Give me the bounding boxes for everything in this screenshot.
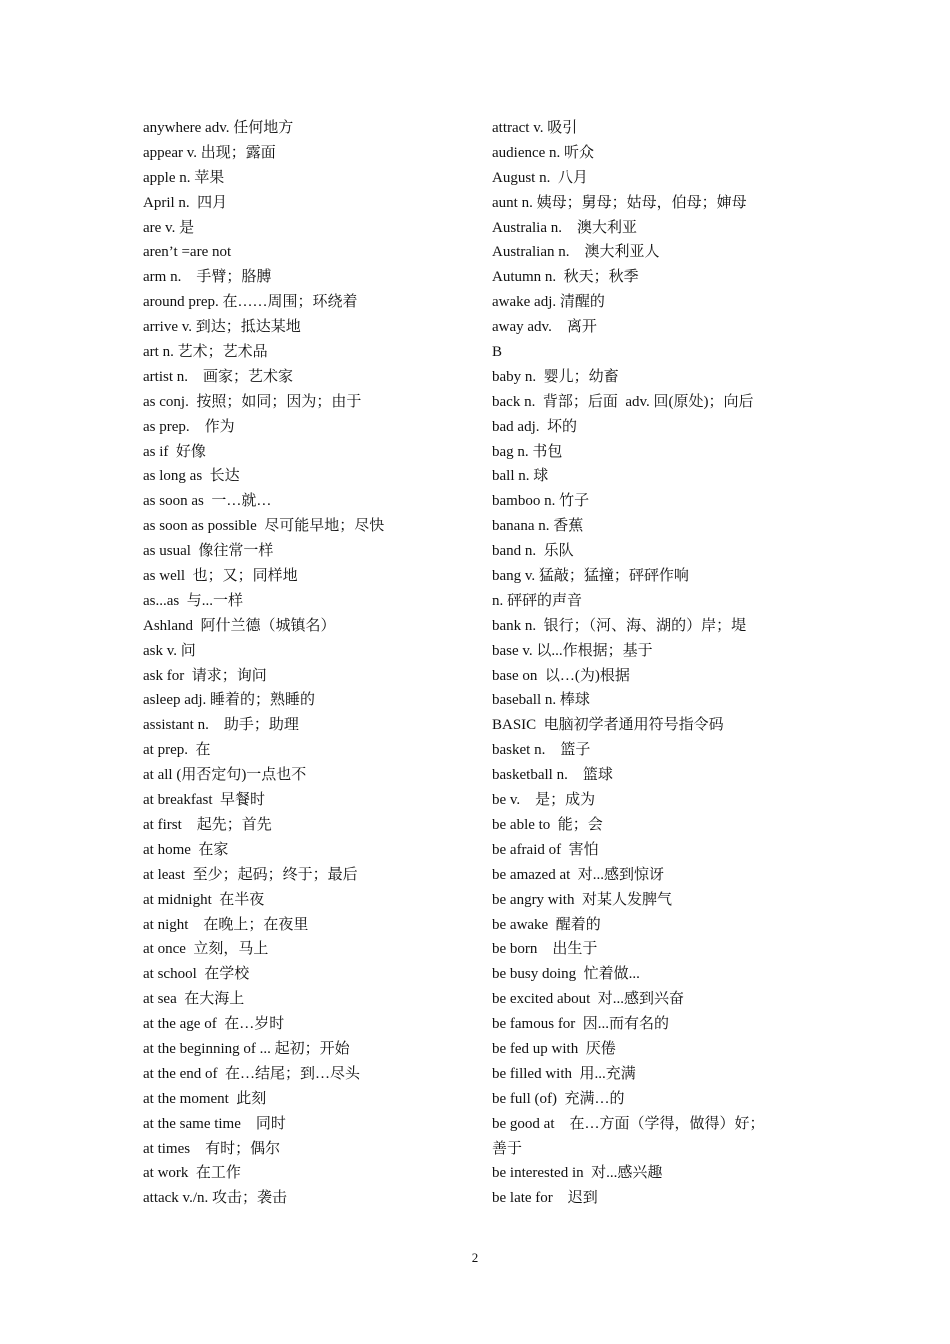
vocab-entry: bang v. 猛敲；猛撞；砰砰作响 <box>492 568 689 585</box>
vocab-entry: n. 砰砰的声音 <box>492 592 583 609</box>
left-column <box>143 116 473 1211</box>
vocab-entry: at school 在学校 <box>143 966 250 983</box>
vocab-entry: be afraid of 害怕 <box>492 841 599 858</box>
vocab-entry: be v. 是；成为 <box>492 792 596 809</box>
vocab-entry: bamboo n. 竹子 <box>492 493 590 510</box>
vocab-entry: audience n. 听众 <box>492 144 595 161</box>
vocab-entry: Autumn n. 秋天；秋季 <box>492 269 639 286</box>
vocab-entry: be amazed at 对...感到惊讶 <box>492 866 665 883</box>
vocab-entry: arm n. 手臂；胳膊 <box>143 269 272 286</box>
vocab-entry: be fed up with 厌倦 <box>492 1040 616 1057</box>
vocab-entry: be famous for 因...而有名的 <box>492 1016 670 1033</box>
vocab-entry: Ashland 阿什兰德（城镇名） <box>143 617 336 634</box>
vocab-entry: ask v. 问 <box>143 642 196 659</box>
vocab-entry: as prep. 作为 <box>143 418 235 435</box>
vocab-entry: be able to 能；会 <box>492 816 603 833</box>
vocab-entry: be angry with 对某人发脾气 <box>492 891 672 908</box>
vocab-entry: aren’t =are not <box>143 244 232 261</box>
vocab-entry: at work 在工作 <box>143 1165 241 1182</box>
vocab-entry: attract v. 吸引 <box>492 120 578 136</box>
vocab-entry: at night 在晚上；在夜里 <box>143 916 309 933</box>
vocab-entry: at sea 在大海上 <box>143 991 245 1008</box>
vocab-entry: at midnight 在半夜 <box>143 891 265 908</box>
vocab-entry: be born 出生于 <box>492 941 598 958</box>
vocab-entry: base on 以…(为)根据 <box>492 667 630 684</box>
vocab-entry: banana n. 香蕉 <box>492 518 584 535</box>
vocab-entry: as long as 长达 <box>143 468 240 485</box>
vocab-entry: as...as 与...一样 <box>143 592 243 609</box>
vocab-entry: 善于 <box>492 1140 523 1157</box>
vocab-entry: at the beginning of ... 起初；开始 <box>143 1040 350 1057</box>
vocab-entry: as soon as possible 尽可能早地；尽快 <box>143 518 385 535</box>
vocab-entry: at once 立刻，马上 <box>143 941 269 958</box>
vocab-entry: at least 至少；起码；终于；最后 <box>143 866 358 883</box>
vocab-entry: at all (用否定句)一点也不 <box>143 767 307 784</box>
vocab-entry: anywhere adv. 任何地方 <box>143 120 294 136</box>
vocab-entry: are v. 是 <box>143 219 195 236</box>
vocab-entry: appear v. 出现；露面 <box>143 144 276 161</box>
vocab-entry: at first 起先；首先 <box>143 816 272 833</box>
vocab-entry: be full (of) 充满…的 <box>492 1090 625 1107</box>
vocab-entry: bag n. 书包 <box>492 443 563 460</box>
vocab-entry: at prep. 在 <box>143 742 211 759</box>
vocab-entry: away adv. 离开 <box>492 319 597 336</box>
vocab-entry: B <box>492 344 503 361</box>
vocab-entry: art n. 艺术；艺术品 <box>143 344 268 361</box>
vocab-entry: back n. 背部；后面 adv. 回(原处)；向后 <box>492 393 754 410</box>
vocab-entry: at times 有时；偶尔 <box>143 1140 281 1157</box>
vocab-entry: artist n. 画家；艺术家 <box>143 368 293 385</box>
vocab-entry: be interested in 对...感兴趣 <box>492 1165 663 1182</box>
vocab-entry: be busy doing 忙着做... <box>492 966 640 983</box>
right-column <box>492 116 812 1211</box>
page-number: 2 <box>471 1250 479 1265</box>
vocab-entry: Australian n. 澳大利亚人 <box>492 244 660 261</box>
vocab-entry: at breakfast 早餐时 <box>143 792 266 809</box>
vocab-entry: band n. 乐队 <box>492 543 574 560</box>
vocab-entry: bad adj. 坏的 <box>492 418 577 435</box>
vocab-entry: basket n. 篮子 <box>492 742 591 759</box>
vocab-entry: August n. 八月 <box>492 169 588 186</box>
vocab-entry: BASIC 电脑初学者通用符号指令码 <box>492 717 724 734</box>
vocab-entry: at the end of 在…结尾；到…尽头 <box>143 1065 361 1082</box>
vocab-entry: be awake 醒着的 <box>492 916 601 933</box>
vocab-entry: as if 好像 <box>143 443 206 460</box>
vocab-entry: be late for 迟到 <box>492 1190 598 1207</box>
vocab-entry: be good at 在…方面（学得，做得）好； <box>492 1115 765 1132</box>
vocab-entry: be filled with 用...充满 <box>492 1065 636 1082</box>
vocab-entry: April n. 四月 <box>143 194 228 211</box>
vocab-entry: ball n. 球 <box>492 468 549 485</box>
vocab-entry: as well 也；又；同样地 <box>143 568 298 585</box>
vocab-entry: as soon as 一…就… <box>143 493 272 510</box>
vocab-entry: baseball n. 棒球 <box>492 692 590 709</box>
vocab-entry: be excited about 对...感到兴奋 <box>492 991 685 1008</box>
vocab-entry: Australia n. 澳大利亚 <box>492 219 637 236</box>
vocab-entry: as conj. 按照；如同；因为；由于 <box>143 393 362 410</box>
vocab-entry: ask for 请求；询问 <box>143 667 267 684</box>
vocab-entry: asleep adj. 睡着的；熟睡的 <box>143 692 316 709</box>
vocab-entry: apple n. 苹果 <box>143 169 225 186</box>
vocab-entry: awake adj. 清醒的 <box>492 294 605 311</box>
vocab-entry: around prep. 在……周围；环绕着 <box>143 294 358 311</box>
vocab-entry: baby n. 婴儿；幼畜 <box>492 368 619 385</box>
vocab-entry: assistant n. 助手；助理 <box>143 717 299 734</box>
vocab-entry: base v. 以...作根据；基于 <box>492 642 653 659</box>
vocab-entry: at home 在家 <box>143 841 229 858</box>
vocab-entry: basketball n. 篮球 <box>492 767 613 784</box>
vocab-entry: bank n. 银行；（河、海、湖的）岸；堤 <box>492 617 747 634</box>
vocab-entry: at the same time 同时 <box>143 1115 286 1132</box>
vocab-entry: as usual 像往常一样 <box>143 543 274 560</box>
vocab-entry: attack v./n. 攻击；袭击 <box>143 1190 288 1207</box>
vocab-entry: aunt n. 姨母；舅母；姑母，伯母；婶母 <box>492 194 747 211</box>
vocab-entry: at the age of 在…岁时 <box>143 1016 285 1033</box>
vocab-entry: at the moment 此刻 <box>143 1090 267 1107</box>
vocab-entry: arrive v. 到达；抵达某地 <box>143 319 301 336</box>
